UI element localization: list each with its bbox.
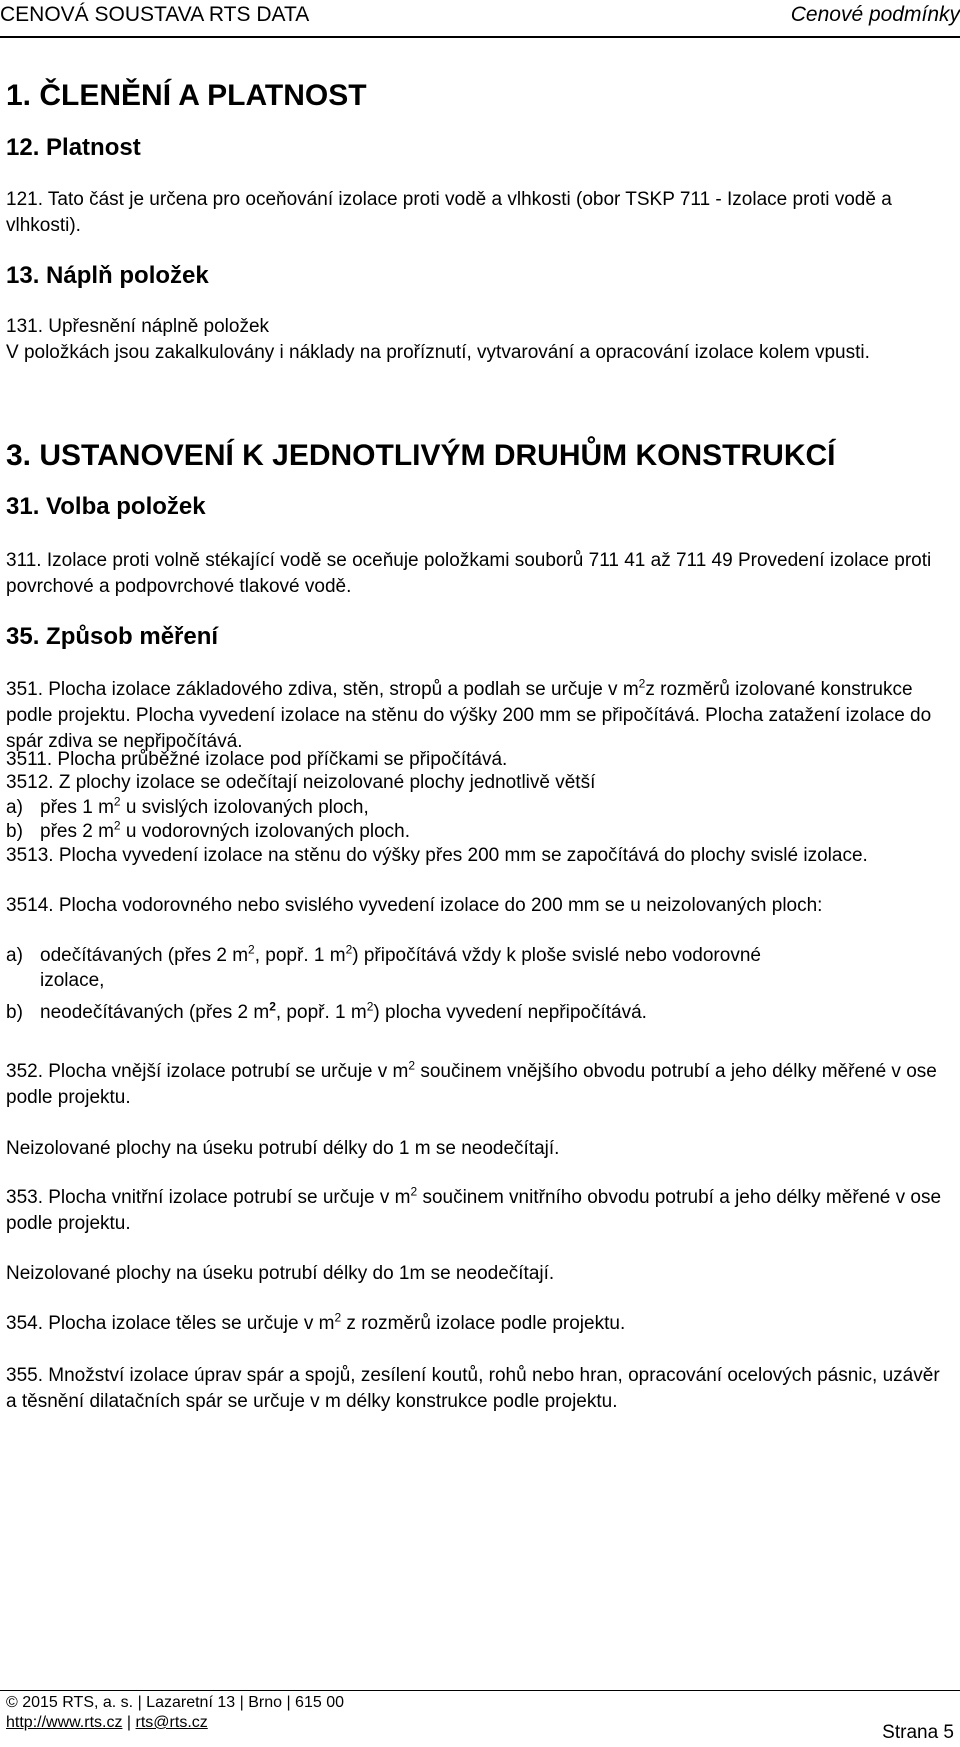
p354-text-b: z rozměrů izolace podle projektu. [341,1313,626,1334]
page-footer [6,1693,344,1733]
footer-zip: 615 00 [295,1694,344,1711]
footer-web-link[interactable]: http://www.rts.cz [6,1714,123,1731]
page-number: Strana 5 [882,1722,954,1743]
paragraph-121: 121. Tato část je určena pro oceňování izolace proti vodě a vlhkosti (obor TSKP 711 - Izolace proti vodě a vlhkosti). [6,189,892,236]
footer-copyright: © 2015 RTS, a. s. [6,1694,134,1711]
list-text-c: ) připočítává vždy k ploše svislé nebo vodorovné [352,945,761,966]
list-sup: 2 [366,999,374,1014]
page-header [0,0,960,44]
paragraph-3514-b [6,1000,954,1026]
list-text-c: ) plocha vyvedení nepřipočítává. [373,1002,647,1023]
list-text-a: přes 1 m [40,797,114,818]
list-sup: 2 [269,999,276,1014]
heading-1: 1. ČLENĚNÍ A PLATNOST [6,79,367,112]
heading-12: 12. Platnost [6,134,141,161]
heading-31: 31. Volba položek [6,493,206,520]
list-label: b) [6,821,23,842]
footer-line-2 [6,1713,344,1733]
p351-sup: 2 [638,676,646,691]
list-text-b: u vodorovných izolovaných ploch. [120,821,410,842]
list-text-b: u svislých izolovaných ploch, [120,797,369,818]
paragraph-3513: 3513. Plocha vyvedení izolace na stěnu do výšky přes 200 mm se započítává do plochy svislé izolace. [6,845,868,866]
paragraph-131-text: V položkách jsou zakalkulovány i náklady na proříznutí, vytvarování a opracování izolace kolem vpusti. [6,342,870,363]
heading-3: 3. USTANOVENÍ K JEDNOTLIVÝM DRUHŮM KONSTRUKCÍ [6,439,836,472]
p354-text-a: 354. Plocha izolace těles se určuje v m [6,1313,335,1334]
paragraph-131-title: 131. Upřesnění náplně položek [6,316,270,337]
p352-text-b: součinem vnějšího obvodu potrubí a jeho délky měřené v ose podle projektu. [6,1061,937,1108]
paragraph-311: 311. Izolace proti volně stékající vodě se oceňuje položkami souborů 711 41 až 711 49 Provedení izolace proti povrchové a podpovrchové tlakové vodě. [6,550,932,597]
p354-sup: 2 [334,1310,342,1325]
footer-address: Lazaretní 13 [146,1694,236,1711]
paragraph-3512-b [6,819,954,845]
footer-sep: | [239,1694,244,1711]
paragraph-3512: 3512. Z plochy izolace se odečítají neizolované plochy jednotlivě větší [6,772,596,793]
paragraph-352-note: Neizolované plochy na úseku potrubí délky do 1 m se neodečítají. [6,1138,560,1159]
paragraph-353 [6,1185,954,1237]
paragraph-355: 355. Množství izolace úprav spár a spojů, zesílení koutů, rohů nebo hran, opracování ocelových pásnic, uzávěr a těsnění dilatačních spár se určuje v m délky konstrukce podle projektu. [6,1365,940,1412]
list-text-b: , popř. 1 m [275,1002,367,1023]
list-sup: 2 [113,794,121,809]
list-text-a: neodečítávaných (přes 2 m [40,1002,270,1023]
list-text [40,819,410,845]
paragraph-3514-a-cont: izolace, [40,970,105,991]
paragraph-3511: 3511. Plocha průběžné izolace pod příčkami se připočítává. [6,749,508,770]
list-text-a: odečítávaných (přes 2 m [40,945,249,966]
p351-text-b: z rozměrů izolované konstrukce podle projektu. Plocha vyvedení izolace na stěnu do výšky 200 mm se připočítává. Plocha zatažení izolace do spár zdiva se nepřipočítává. [6,679,932,752]
footer-city: Brno [248,1694,282,1711]
header-rule [0,36,960,38]
footer-email-link[interactable]: rts@rts.cz [135,1714,208,1731]
list-text [40,1000,647,1026]
list-text-b: , popř. 1 m [254,945,346,966]
p351-text-a: 351. Plocha izolace základového zdiva, stěn, stropů a podlah se určuje v m [6,679,639,700]
paragraph-353-note: Neizolované plochy na úseku potrubí délky do 1m se neodečítají. [6,1263,555,1284]
footer-sep: | [286,1694,291,1711]
list-text [40,943,761,969]
list-sup: 2 [113,818,121,833]
paragraph-352 [6,1059,954,1111]
footer-rule [0,1690,960,1691]
p352-sup: 2 [408,1058,416,1073]
paragraph-354 [6,1311,954,1337]
paragraph-3512-a [6,795,954,821]
p353-text-a: 353. Plocha vnitřní izolace potrubí se určuje v m [6,1187,411,1208]
p353-text-b: součinem vnitřního obvodu potrubí a jeho délky měřené v ose podle projektu. [6,1187,942,1234]
list-label: a) [6,945,23,966]
paragraph-3514: 3514. Plocha vodorovného nebo svislého vyvedení izolace do 200 mm se u neizolovaných ploch: [6,895,823,916]
list-sup: 2 [248,942,255,957]
list-label: b) [6,1002,23,1023]
p352-text-a: 352. Plocha vnější izolace potrubí se určuje v m [6,1061,409,1082]
footer-sep: | [137,1694,142,1711]
footer-sep: | [126,1714,132,1731]
list-text-a: přes 2 m [40,821,114,842]
list-label: a) [6,797,23,818]
list-text [40,795,369,821]
paragraph-351 [6,677,954,755]
p353-sup: 2 [410,1184,418,1199]
header-subtitle: Cenové podmínky [790,3,960,26]
list-sup: 2 [345,942,353,957]
paragraph-3514-a [6,943,954,969]
header-title: CENOVÁ SOUSTAVA RTS DATA [0,3,310,26]
footer-line-1 [6,1693,344,1713]
heading-13: 13. Náplň položek [6,262,209,289]
heading-35: 35. Způsob měření [6,623,219,650]
